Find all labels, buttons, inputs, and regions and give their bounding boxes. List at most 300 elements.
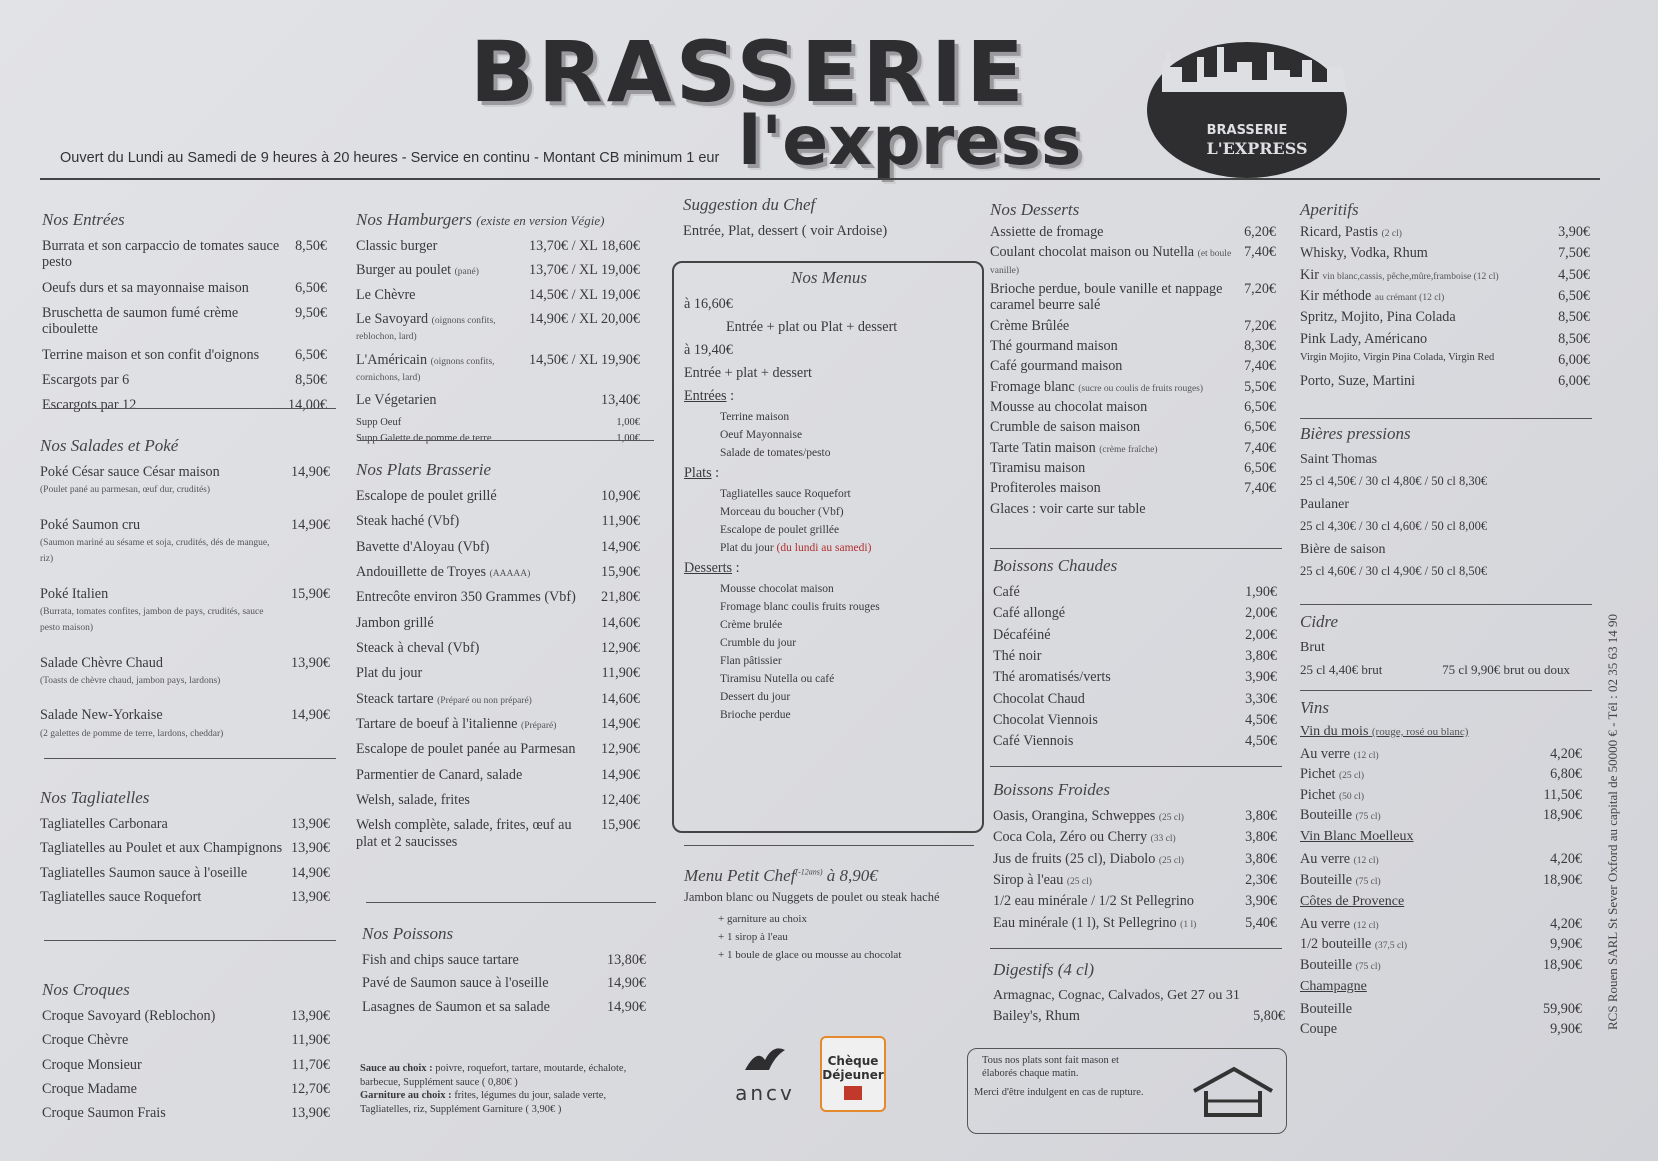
item-name-text: Tagliatelles au Poulet et aux Champignons: [40, 840, 283, 857]
wine-name-text: Bouteille: [1300, 1000, 1353, 1017]
ancv-logo: [725, 1040, 805, 1110]
item-name-text: Ricard, Pastis: [1300, 224, 1379, 240]
item-name-text: Entrecôte environ 350 Grammes (Vbf): [356, 589, 576, 606]
item-name: [362, 999, 607, 1015]
notice-line3: Merci d'être indulgent en cas de rupture.: [974, 1087, 1144, 1098]
wine-price: 9,90€: [1550, 936, 1582, 953]
item-name-text: Fromage blanc: [990, 378, 1075, 395]
wine-heading: [1300, 979, 1582, 995]
item-price: 3,80€: [1245, 647, 1277, 664]
item-name: [1300, 331, 1558, 347]
opening-hours: Ouvert du Lundi au Samedi de 9 heures à 20 heures - Service en continu - Montant CB minimum 1 eur: [60, 150, 720, 166]
item-name-text: Thé noir: [993, 647, 1042, 664]
menu-item: [1300, 331, 1590, 347]
section-petit-chef: [684, 866, 969, 967]
item-name-text: Café allongé: [993, 605, 1066, 622]
petit-chef-text: Jambon blanc ou Nuggets de poulet ou steak haché: [684, 890, 940, 904]
item-note: (sucre ou coulis de fruits rouges): [1078, 383, 1204, 394]
cheque-text-2: Déjeuner: [822, 1068, 884, 1082]
wine-size: (12 cl): [1353, 920, 1379, 931]
menu-item: [993, 712, 1277, 728]
item-name-text: Terrine maison et son confit d'oignons: [42, 346, 260, 363]
item-name-text: Salade New-Yorkaise: [40, 707, 163, 724]
menu-plat-jour: [720, 542, 974, 554]
menu-option: Morceau du boucher (Vbf): [720, 506, 844, 518]
menu-item: [1300, 288, 1590, 304]
garniture-label: Garniture au choix :: [360, 1090, 452, 1102]
beer-name: Bière de saison: [1300, 542, 1386, 557]
item-price: 6,20€: [1244, 224, 1276, 240]
plat-jour-note: (du lundi au samedi): [776, 542, 872, 554]
menu-option: Escalope de poulet grillée: [720, 524, 840, 536]
section-digestifs: [993, 960, 1285, 1031]
item-name: [993, 829, 1245, 845]
item-price: 4,50€: [1245, 711, 1277, 728]
wine-price: 4,20€: [1550, 851, 1582, 868]
menu-item: [42, 347, 327, 363]
item-price: 14,50€ / XL 19,00€: [529, 286, 640, 303]
wine-price: 6,80€: [1550, 766, 1582, 783]
menu-item: [40, 655, 330, 688]
menu-desc-1: Entrée + plat ou Plat + dessert: [726, 319, 898, 335]
cidre-price-2: 75 cl 9,90€ brut ou doux: [1442, 662, 1570, 677]
item-name-text: Tagliatelles Carbonara: [40, 816, 168, 832]
item-name-text: Escargots par 12: [42, 397, 137, 414]
menu-item: [356, 741, 640, 757]
item-price: 13,90€: [290, 888, 330, 905]
menu-plats-label: Plats: [684, 465, 712, 481]
item-name-text: Café: [993, 584, 1020, 600]
item-name-text: Steak haché (Vbf): [356, 513, 460, 530]
item-name-text: Kir méthode: [1300, 287, 1372, 304]
brasserie-logo: [1142, 22, 1352, 182]
item-name: [993, 648, 1245, 664]
wine-name: [1300, 766, 1550, 782]
section-tagliatelles: [40, 788, 330, 913]
item-note: (et boule vanille): [990, 249, 1232, 276]
item-note: (oignons confits, cornichons, lard): [356, 356, 495, 383]
item-name-text: Thé aromatisés/verts: [993, 669, 1111, 686]
wine-name: [1300, 916, 1550, 932]
item-price: 6,00€: [1558, 373, 1590, 390]
beer-prices: 25 cl 4,30€ / 30 cl 4,60€ / 50 cl 8,00€: [1300, 519, 1488, 533]
item-name: [356, 767, 601, 783]
item-name: [356, 792, 601, 808]
item-name-text: Coca Cola, Zéro ou Cherry: [993, 829, 1148, 846]
petit-chef-price: à 8,90€: [826, 866, 878, 885]
item-name-text: Burrata et son carpaccio de tomates sauce pesto: [42, 238, 280, 271]
item-name: [356, 488, 601, 504]
item-price: 13,90€: [290, 1008, 330, 1024]
menu-entrees-label: Entrées: [684, 388, 727, 404]
menu-item: [356, 691, 640, 707]
wine-size: (75 cl): [1355, 876, 1381, 887]
menu-item: [1300, 373, 1590, 389]
item-name: [356, 287, 529, 303]
divider: [1300, 690, 1592, 691]
menu-item: [42, 238, 327, 271]
item-name-text: L'Américain: [356, 351, 428, 368]
wine-name-text: Au verre: [1300, 746, 1351, 762]
menu-option: Mousse chocolat maison: [720, 583, 834, 595]
menu-item: [356, 665, 640, 681]
item-name: [356, 262, 529, 278]
wine-name-text: Bouteille: [1300, 871, 1353, 888]
menu-item: [356, 589, 640, 605]
section-title: Nos Entrées: [42, 210, 125, 229]
item-name: [356, 392, 601, 408]
wine-name-text: Au verre: [1300, 915, 1351, 932]
item-name-text: Fish and chips sauce tartare: [362, 952, 519, 968]
section-title: Nos Desserts: [990, 200, 1080, 219]
item-name-text: Bavette d'Aloyau (Vbf): [356, 538, 490, 555]
item-name-text: 1/2 eau minérale / 1/2 St Pellegrino: [993, 893, 1194, 910]
wine-name: [1300, 746, 1550, 762]
section-desserts: [990, 200, 1276, 521]
item-price: 6,50€: [1558, 287, 1590, 304]
item-price: 14,90€: [290, 707, 330, 724]
item-name: [993, 669, 1245, 685]
item-price: 15,90€: [600, 817, 640, 834]
item-price: 13,40€: [600, 392, 640, 409]
item-name: [40, 464, 291, 497]
item-name: [990, 480, 1244, 496]
item-price: 14,90€: [600, 766, 640, 783]
item-price: 15,90€: [600, 563, 640, 580]
item-name-text: Welsh complète, salade, frites, œuf au plat et 2 saucisses: [356, 817, 572, 850]
menu-item: [1300, 224, 1590, 240]
item-name: [356, 311, 529, 344]
item-name: [42, 305, 295, 338]
item-name-text: Escalope de poulet grillé: [356, 488, 497, 504]
menu-item: [993, 872, 1277, 888]
wine-name: [1300, 807, 1543, 823]
item-price: 14,90€ / XL 20,00€: [529, 310, 640, 327]
wine-heading: [1300, 894, 1582, 910]
section-title: Nos Poissons: [362, 924, 454, 943]
item-name: [1300, 245, 1558, 261]
item-name: [356, 539, 601, 555]
menu-item: [993, 669, 1277, 685]
menu-item: [990, 419, 1276, 435]
wine-name-text: Coupe: [1300, 1021, 1338, 1038]
item-name-text: Sirop à l'eau: [993, 871, 1064, 888]
hamburgers-title-sub: (existe en version Végie): [476, 213, 605, 228]
wine-item: [1300, 807, 1582, 823]
menu-item: [42, 305, 327, 338]
cidre-name: Brut: [1300, 640, 1325, 655]
divider: [44, 758, 336, 759]
item-name: [993, 893, 1245, 909]
section-title: Boissons Froides: [993, 780, 1110, 799]
item-name-text: Poké César sauce César maison: [40, 464, 220, 480]
section-title: Bières pressions: [1300, 424, 1411, 443]
logo-text-1: BRASSERIE: [1206, 123, 1288, 138]
item-price: 3,30€: [1245, 690, 1277, 707]
wine-price: 4,20€: [1550, 746, 1582, 762]
section-chaudes: [993, 556, 1277, 755]
item-note: (25 cl): [1158, 813, 1184, 823]
digestifs-line2: Bailey's, Rhum: [993, 1008, 1080, 1024]
brand-title: BRASSERIE: [470, 23, 1028, 121]
garniture-text: frites, légumes du jour, salade verte, Tagliatelles, riz, Supplément Garniture ( 3,90€ ): [360, 1090, 607, 1115]
item-name: [42, 347, 295, 363]
section-title: [684, 866, 969, 886]
menu-item: [362, 952, 646, 968]
item-name-text: Le Végetarien: [356, 392, 437, 409]
item-name: [40, 816, 291, 832]
menu-option: Terrine maison: [720, 411, 790, 423]
item-note: au crémant (12 cl): [1374, 292, 1445, 303]
item-name-text: Classic burger: [356, 238, 438, 254]
item-note: (25 cl): [1158, 855, 1184, 866]
item-name-text: Burger au poulet: [356, 262, 452, 279]
menu-item: [356, 352, 640, 385]
menu-item: [1300, 352, 1590, 368]
petit-chef-age: (-12ans): [795, 867, 823, 877]
section-plats: [356, 460, 640, 859]
item-name-text: Croque Monsieur: [42, 1056, 142, 1073]
menu-item: [356, 716, 640, 732]
item-price: 2,00€: [1245, 605, 1277, 622]
petit-chef-item: + 1 sirop à l'eau: [718, 931, 788, 943]
wine-price: 11,50€: [1543, 786, 1582, 803]
item-name-text: Coulant chocolat maison ou Nutella: [990, 244, 1195, 261]
item-name-text: Croque Chèvre: [42, 1032, 129, 1049]
cheque-dejeuner-logo: [820, 1036, 886, 1112]
wine-heading: [1300, 724, 1582, 740]
item-name: [990, 379, 1244, 395]
menu-item: [993, 893, 1277, 909]
item-name-text: Oasis, Orangina, Schweppes: [993, 808, 1156, 824]
item-name: [362, 975, 607, 991]
menu-item: [42, 1081, 330, 1097]
item-name-text: Chocolat Chaud: [993, 690, 1085, 707]
menu-item: [993, 627, 1277, 643]
menu-item: [40, 889, 330, 905]
item-price: 13,80€: [606, 952, 646, 968]
menu-item: [40, 464, 330, 497]
cidre-price-1: 25 cl 4,40€ brut: [1300, 662, 1383, 677]
item-price: 12,40€: [600, 791, 640, 808]
section-bieres: [1300, 424, 1590, 587]
house-icon: [1192, 1065, 1274, 1121]
item-price: 14,00€: [287, 397, 327, 414]
item-note: (crème fraîche): [1099, 444, 1158, 455]
item-name-text: Glaces : voir carte sur table: [990, 500, 1146, 517]
item-price: 9,50€: [295, 304, 327, 321]
notice-line2: élaborés chaque matin.: [982, 1068, 1079, 1079]
item-name: [356, 238, 529, 254]
wine-heading-text: Côtes de Provence: [1300, 893, 1405, 909]
menu-option: Oeuf Mayonnaise: [720, 429, 803, 441]
item-price: 14,90€: [600, 715, 640, 732]
section-aperitifs: [1300, 200, 1590, 395]
wine-name-text: Bouteille: [1300, 806, 1353, 823]
menu-item: [40, 816, 330, 832]
legal-info: RCS Rouen SARL St Sever Oxford au capital de 50000 € - Tél : 02 35 63 14 90: [1605, 614, 1620, 1030]
item-name: [993, 605, 1245, 621]
item-price: 13,90€: [290, 840, 330, 857]
menu-item: [42, 1032, 330, 1048]
wine-size: (37,5 cl): [1374, 941, 1408, 952]
item-name-text: Pavé de Saumon sauce à l'oseille: [362, 975, 549, 992]
item-name-text: Mousse au chocolat maison: [990, 398, 1148, 415]
menu-item: [993, 605, 1277, 621]
item-name: [42, 372, 295, 388]
item-note: (2 cl): [1381, 229, 1402, 239]
menu-item: [990, 224, 1276, 240]
item-price: 11,70€: [291, 1056, 330, 1073]
item-price: 14,90€: [606, 975, 646, 992]
plat-jour-label: Plat du jour: [720, 542, 774, 554]
sauce-text: poivre, roquefort, tartare, moutarde, échalote, barbecue, Supplément sauce ( 0,80€ ): [360, 1063, 627, 1088]
item-price: 6,00€: [1558, 351, 1590, 368]
item-price: 21,80€: [600, 589, 640, 606]
petit-chef-item: + garniture au choix: [718, 913, 807, 925]
item-name-text: Spritz, Mojito, Pina Colada: [1300, 309, 1456, 326]
bird-icon: [735, 1040, 795, 1076]
item-name-text: Le Savoyard: [356, 310, 429, 327]
wine-item: [1300, 851, 1582, 867]
menu-item: [356, 817, 640, 850]
item-name-text: Décaféiné: [993, 626, 1051, 643]
section-entrees: [42, 210, 327, 423]
item-name-text: Brioche perdue, boule vanille et nappage caramel beurre salé: [990, 280, 1223, 314]
menu-item: [362, 975, 646, 991]
item-name: [1300, 267, 1558, 283]
item-name-text: Steack tartare: [356, 690, 434, 707]
wine-item: [1300, 787, 1582, 803]
item-price: 11,90€: [601, 665, 640, 682]
item-price: 7,40€: [1244, 244, 1276, 261]
item-name: [990, 318, 1244, 334]
item-price: 8,50€: [1558, 330, 1590, 347]
item-note: (25 cl): [1066, 876, 1092, 887]
item-note: (AAAAA): [489, 568, 531, 579]
item-name: [1300, 288, 1558, 304]
item-note: (1 l): [1180, 919, 1197, 930]
item-price: 15,90€: [290, 585, 330, 602]
item-name: [42, 397, 288, 413]
wine-size: (75 cl): [1355, 961, 1381, 972]
item-name: [356, 352, 529, 385]
item-price: 13,90€: [290, 816, 330, 832]
item-price: 3,80€: [1245, 850, 1277, 867]
item-price: 14,90€: [290, 864, 330, 881]
menu-item: [993, 915, 1277, 931]
divider: [990, 548, 1282, 549]
item-name: [990, 244, 1244, 277]
wine-item: [1300, 957, 1582, 973]
item-name: [1300, 373, 1558, 389]
section-title: Boissons Chaudes: [993, 556, 1118, 575]
wine-name: [1300, 936, 1550, 952]
item-name: [42, 1032, 292, 1048]
wine-size: (75 cl): [1355, 811, 1381, 822]
petit-chef-item: + 1 boule de glace ou mousse au chocolat: [718, 949, 902, 961]
item-name-text: Tagliatelles Saumon sauce à l'oseille: [40, 864, 248, 881]
wine-item: [1300, 746, 1582, 762]
item-name-text: Eau minérale (1 l), St Pellegrino: [993, 914, 1177, 931]
item-name: [356, 665, 602, 681]
hamburgers-title: Nos Hamburgers: [356, 210, 473, 229]
item-name: [40, 655, 291, 688]
item-price: 3,80€: [1245, 829, 1277, 846]
item-price: 6,50€: [295, 346, 327, 363]
item-price: 11,90€: [601, 513, 640, 530]
item-name: [40, 517, 291, 566]
item-price: 13,90€: [290, 654, 330, 671]
item-name: [356, 589, 601, 605]
suggestion-text: Entrée, Plat, dessert ( voir Ardoise): [683, 223, 888, 239]
item-name: [990, 440, 1244, 456]
menu-price-2: à 19,40€: [684, 342, 733, 358]
menu-item: [1300, 309, 1590, 325]
item-name-text: Steack à cheval (Vbf): [356, 639, 480, 656]
item-name: [40, 865, 291, 881]
item-name: [356, 615, 601, 631]
logo-text-2: L'EXPRESS: [1206, 139, 1308, 158]
section-title: [356, 210, 640, 230]
menu-item: [356, 640, 640, 656]
item-name: [40, 840, 291, 856]
item-name: [993, 712, 1245, 728]
item-price: 3,90€: [1245, 893, 1277, 910]
wine-name: [1300, 1001, 1543, 1017]
item-price: 13,90€: [290, 1105, 330, 1122]
menu-item: [990, 338, 1276, 354]
item-name: [42, 1081, 291, 1097]
section-title: Digestifs (4 cl): [993, 960, 1095, 979]
menu-item: [993, 584, 1277, 600]
item-name-text: Crème Brûlée: [990, 317, 1070, 334]
item-name: [993, 872, 1245, 888]
menu-item: [993, 648, 1277, 664]
item-name-text: Jus de fruits (25 cl), Diabolo: [993, 850, 1156, 867]
wine-item: [1300, 1021, 1582, 1037]
beer-name: Paulaner: [1300, 497, 1349, 512]
menu-item: [356, 311, 640, 344]
item-price: 7,40€: [1244, 480, 1276, 497]
item-name-text: Poké Italien: [40, 585, 109, 602]
menu-item: [42, 397, 327, 413]
item-note: (oignons confits, reblochon, lard): [356, 315, 496, 343]
cheque-text-1: Chèque: [827, 1054, 879, 1068]
section-title: Aperitifs: [1300, 200, 1359, 219]
menu-item: [356, 488, 640, 504]
item-price: 12,90€: [600, 639, 640, 656]
item-name: [990, 358, 1244, 374]
section-title: Cidre: [1300, 612, 1339, 631]
item-price: 12,90€: [600, 741, 640, 758]
item-name: [990, 399, 1244, 415]
item-price: 4,50€: [1245, 733, 1277, 750]
digestifs-line1: Armagnac, Cognac, Calvados, Get 27 ou 31: [993, 988, 1240, 1003]
section-menus: Nos Menus à 16,60€ Entrée + plat ou Plat + dessert à 19,40€ Entrée + plat + dessert Entrées : Terrine maison Oeuf Mayonnaise Salade de tomates/pesto Plats : Tagliatelles sauce Roquefort Morceau du boucher (Vbf) Escalope de poulet grillée Plat du jour (du lundi au samedi) Desserts : Mousse chocolat maison Fromage blanc coulis fruits rouges Crème brulée Crumble du jour Flan pâtissier Tiramisu Nutella ou café Dessert du jour Brioche perdue: [684, 268, 974, 727]
wine-heading-text: Vin Blanc Moelleux: [1300, 829, 1414, 845]
item-price: 6,50€: [1244, 459, 1276, 476]
item-name-text: Tagliatelles sauce Roquefort: [40, 888, 202, 905]
item-price: 8,50€: [1558, 309, 1590, 326]
menu-option: Tagliatelles sauce Roquefort: [720, 488, 851, 500]
item-name-text: Chocolat Viennois: [993, 711, 1098, 728]
divider: [358, 440, 654, 441]
sauce-label: Sauce au choix :: [360, 1063, 433, 1074]
menu-item: [990, 379, 1276, 395]
section-poissons: [362, 924, 646, 1022]
item-price: 7,40€: [1244, 439, 1276, 456]
